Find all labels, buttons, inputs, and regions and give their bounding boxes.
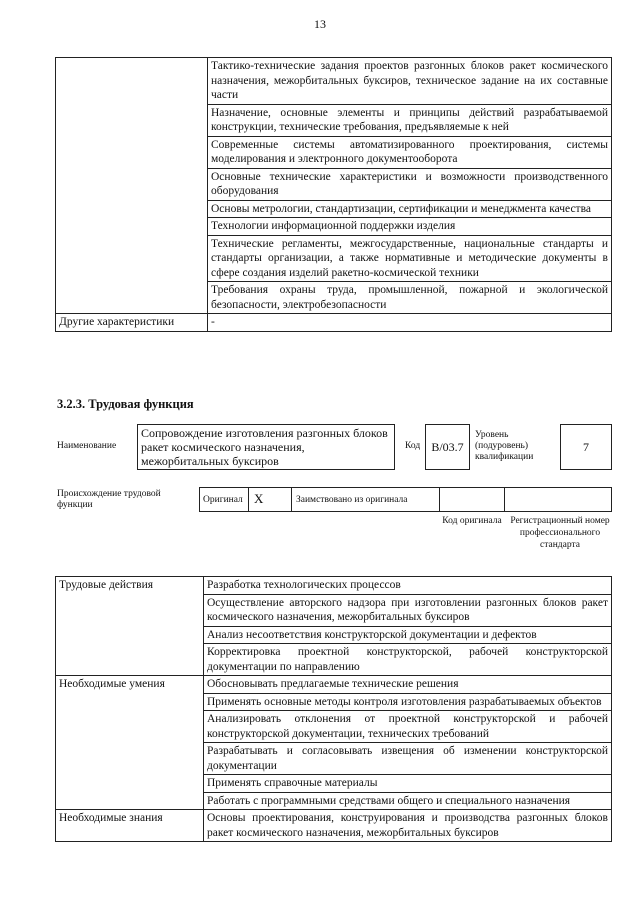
table-row <box>56 676 612 694</box>
table-row <box>56 577 612 595</box>
code-original-caption: Код оригинала <box>442 516 502 526</box>
page-number: 13 <box>314 17 326 31</box>
qualification-level-label: Уровень (подуровень) квалификации <box>475 430 534 462</box>
requirement-item: Работать с программными средствами общего и специального назначения <box>204 792 612 810</box>
name-label: Наименование <box>57 441 117 451</box>
function-name-field: Сопровождение изготовления разгонных блоков ракет космического назначения, межорбитальных буксиров <box>137 424 395 470</box>
labor-function-table-body <box>56 577 612 842</box>
requirement-item: Осуществление авторского надзора при изготовлении разгонных блоков ракет космического назначения, межорбитальных буксиров <box>204 594 612 626</box>
table-row <box>56 810 612 842</box>
requirement-item: Назначение, основные элементы и принципы действий разрабатываемой конструкции, технические требования, предъявляемые к ней <box>208 104 612 136</box>
row-category-label: Необходимые знания <box>56 810 204 842</box>
requirement-item: Современные системы автоматизированного проектирования, системы моделирования и электронного документооборота <box>208 136 612 168</box>
original-mark: X <box>254 491 264 506</box>
requirement-item: Тактико-технические задания проектов разгонных блоков ракет космического назначения, межорбитальных буксиров, техническое задание на их составные части <box>208 58 612 105</box>
requirement-item: Основы метрологии, стандартизации, сертификации и менеджмента качества <box>208 200 612 218</box>
requirement-item: Применять справочные материалы <box>204 775 612 793</box>
requirement-item: Обосновывать предлагаемые технические решения <box>204 676 612 694</box>
requirement-item: - <box>208 314 612 332</box>
row-category-label: Трудовые действия <box>56 577 204 676</box>
cell-divider <box>248 487 249 512</box>
row-category-label: Другие характеристики <box>56 314 208 332</box>
requirement-item: Анализировать отклонения от проектной конструкторской и рабочей конструкторской документации, технических требований <box>204 711 612 743</box>
knowledge-table-continued <box>55 57 612 332</box>
cell-divider <box>291 487 292 512</box>
requirement-item: Технические регламенты, межгосударственные, национальные стандарты и стандарты организации, а также нормативные и методические документы в сфере создания изделий ракетно-космической техники <box>208 235 612 282</box>
table-row <box>56 314 612 332</box>
labor-function-table <box>55 576 612 842</box>
borrowed-label: Заимствовано из оригинала <box>296 495 408 505</box>
original-label: Оригинал <box>203 495 243 505</box>
cell-divider <box>504 487 505 512</box>
requirement-item: Разрабатывать и согласовывать извещения об изменении конструкторской документации <box>204 743 612 775</box>
requirement-item: Основные технические характеристики и возможности производственного оборудования <box>208 168 612 200</box>
requirement-item: Разработка технологических процессов <box>204 577 612 595</box>
requirement-item: Применять основные методы контроля изготовления разрабатываемых объектов <box>204 693 612 711</box>
requirement-item: Технологии информационной поддержки изделия <box>208 218 612 236</box>
knowledge-table-body <box>56 58 612 332</box>
requirement-item: Требования охраны труда, промышленной, пожарной и экологической безопасности, электробезопасности <box>208 282 612 314</box>
origin-label: Происхождение трудовой функции <box>57 489 161 510</box>
requirement-item: Основы проектирования, конструирования и производства разгонных блоков ракет космического назначения, межорбитальных буксиров <box>204 810 612 842</box>
row-category-label: Необходимые умения <box>56 676 204 810</box>
requirement-item: Анализ несоответствия конструкторской документации и дефектов <box>204 626 612 644</box>
registration-number-caption: Регистрационный номер профессионального стандарта <box>510 516 610 550</box>
function-code-field: B/03.7 <box>425 424 470 470</box>
code-label: Код <box>405 441 421 451</box>
requirement-item: Корректировка проектной конструкторской, рабочей конструкторской документации по направлению <box>204 644 612 676</box>
cell-divider <box>439 487 440 512</box>
section-title: 3.2.3. Трудовая функция <box>57 397 194 411</box>
table-row <box>56 58 612 105</box>
qualification-level-field: 7 <box>560 424 612 470</box>
row-category-label <box>56 58 208 314</box>
